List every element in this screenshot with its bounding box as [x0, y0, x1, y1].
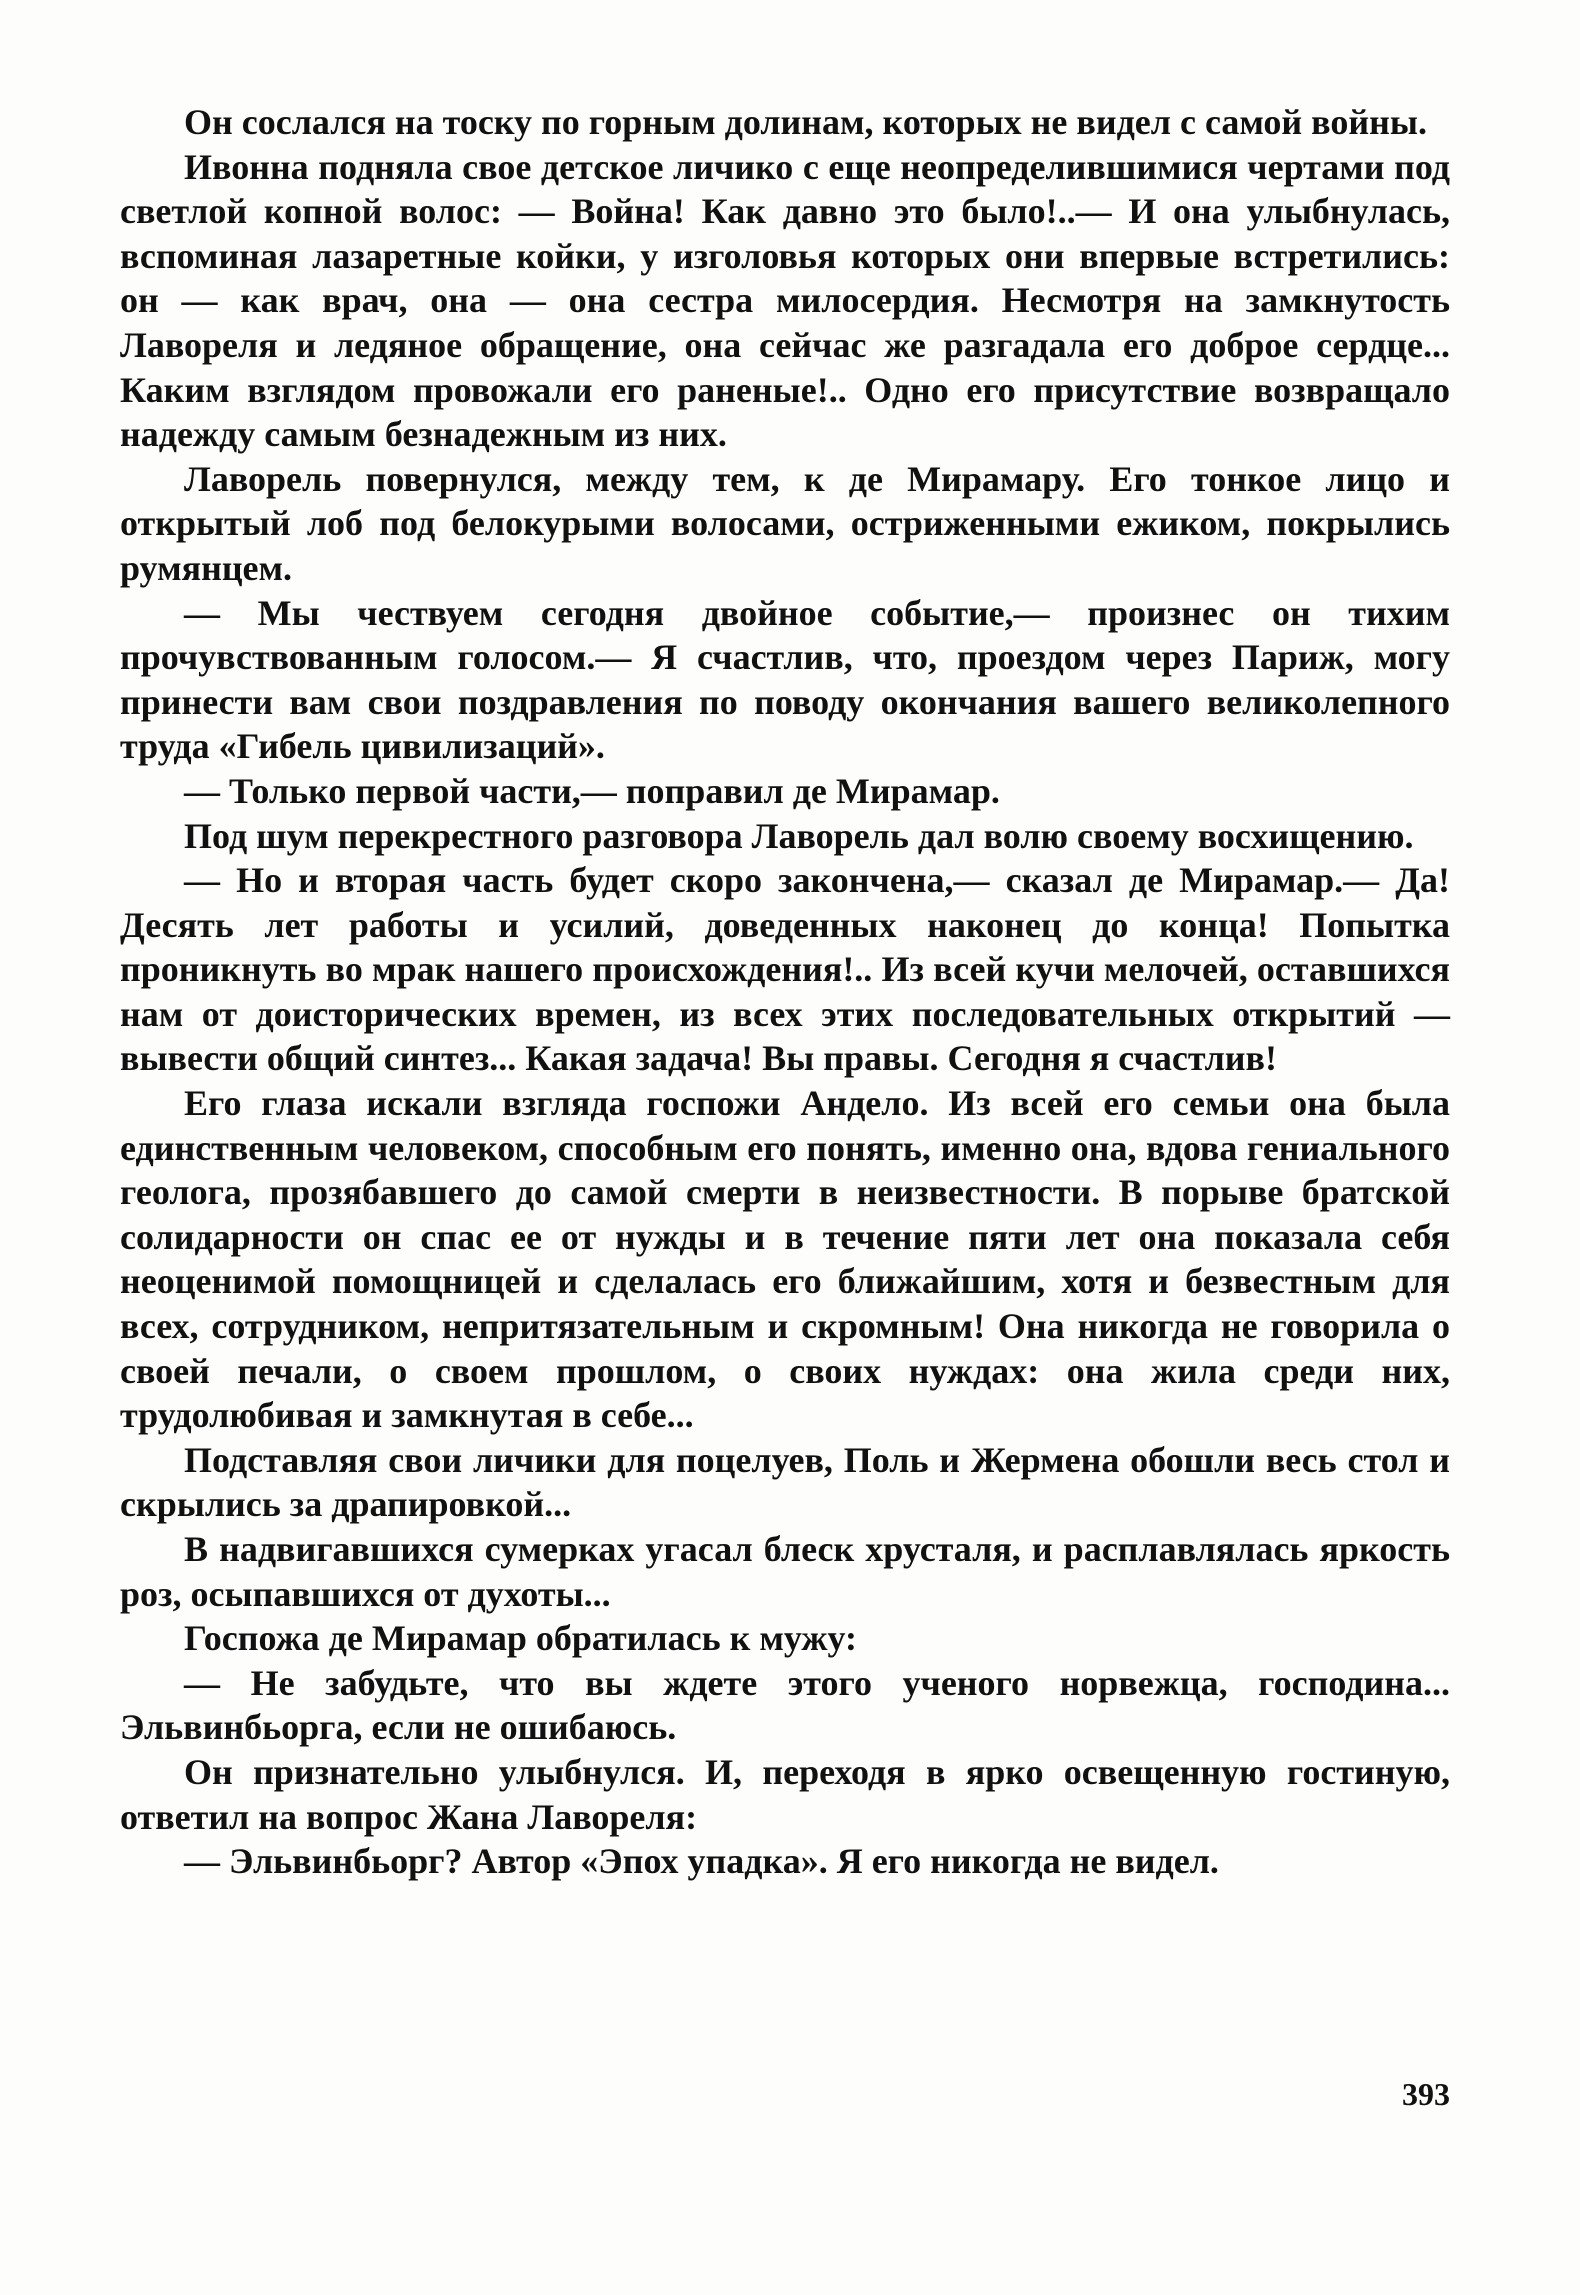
paragraph: Он сослался на тоску по горным долинам, которых не видел с самой войны. [184, 102, 1427, 142]
paragraph: — Но и вторая часть будет скоро закончена,— сказал де Мирамар.— Да! Десять лет работы и усилий, доведенных наконец до конца! Попытка проникнуть во мрак нашего происхождения!.. Из всей кучи мелочей, оставшихся нам от доисторических времен, из всех этих последовательных открытий — вывести общий синтез... Какая задача! Вы правы. Сегодня я счастлив! [120, 860, 1450, 1079]
paragraph: — Не забудьте, что вы ждете этого ученого норвежца, господина... Эльвинбьорга, если не ошибаюсь. [120, 1662, 1450, 1748]
page-text [120, 100, 1450, 1884]
paragraph: — Эльвинбьорг? Автор «Эпох упадка». Я его никогда не видел. [184, 1841, 1219, 1882]
paragraph: Он признательно улыбнулся. И, переходя в ярко освещенную гостиную, ответил на вопрос Жана Лавореля: [120, 1751, 1450, 1837]
paragraph: Под шум перекрестного разговора Лаворель дал волю своему восхищению. [184, 815, 1414, 856]
paragraph: Ивонна подняла свое детское личико с еще неопределившимися чертами под светлой копной волос: — Война! Как давно это было!..— И она улыбнулась, вспоминая лазаретные койки, у изголовья которых они впервые встретились: он — как врач, она — она сестра милосердия. Несмотря на замкнутость Лавореля и ледяное обращение, она сейчас же разгадала его доброе сердце... Каким взглядом провожали его раненые!.. Одно его присутствие возвращало надежду самым безнадежным из них. [120, 146, 1450, 455]
paragraph: Лаворель повернулся, между тем, к де Мирамару. Его тонкое лицо и открытый лоб под белокурыми волосами, остриженными ежиком, покрылись румянцем. [120, 458, 1450, 588]
paragraph: Его глаза искали взгляда госпожи Андело. Из всей его семьи она была единственным человеком, способным его понять, именно она, вдова гениального геолога, прозябавшего до самой смерти в неизвестности. В порыве братской солидарности он спас ее от нужды и в течение пяти лет она показала себя неоценимой помощницей и сделалась его ближайшим, хотя и безвестным для всех, сотрудником, непритязательным и скромным! Она никогда не говорила о своей печали, о своем прошлом, о своих нуждах: она жила среди них, трудолюбивая и замкнутая в себе... [120, 1083, 1450, 1436]
paragraph: В надвигавшихся сумерках угасал блеск хрусталя, и расплавлялась яркость роз, осыпавшихся от духоты... [120, 1529, 1450, 1614]
paragraph: — Только первой части,— поправил де Мирамар. [184, 770, 1000, 811]
paragraph: Госпожа де Мирамар обратилась к мужу: [184, 1618, 858, 1659]
paragraph: Подставляя свои личики для поцелуев, Поль и Жермена обошли весь стол и скрылись за драпировкой... [120, 1439, 1450, 1525]
page-number: 393 [1402, 2076, 1450, 2112]
paragraph: — Мы чествуем сегодня двойное событие,— произнес он тихим прочувствованным голосом.— Я счастлив, что, проездом через Париж, могу принести вам свои поздравления по поводу окончания вашего великолепного труда «Гибель цивилизаций». [120, 592, 1450, 767]
